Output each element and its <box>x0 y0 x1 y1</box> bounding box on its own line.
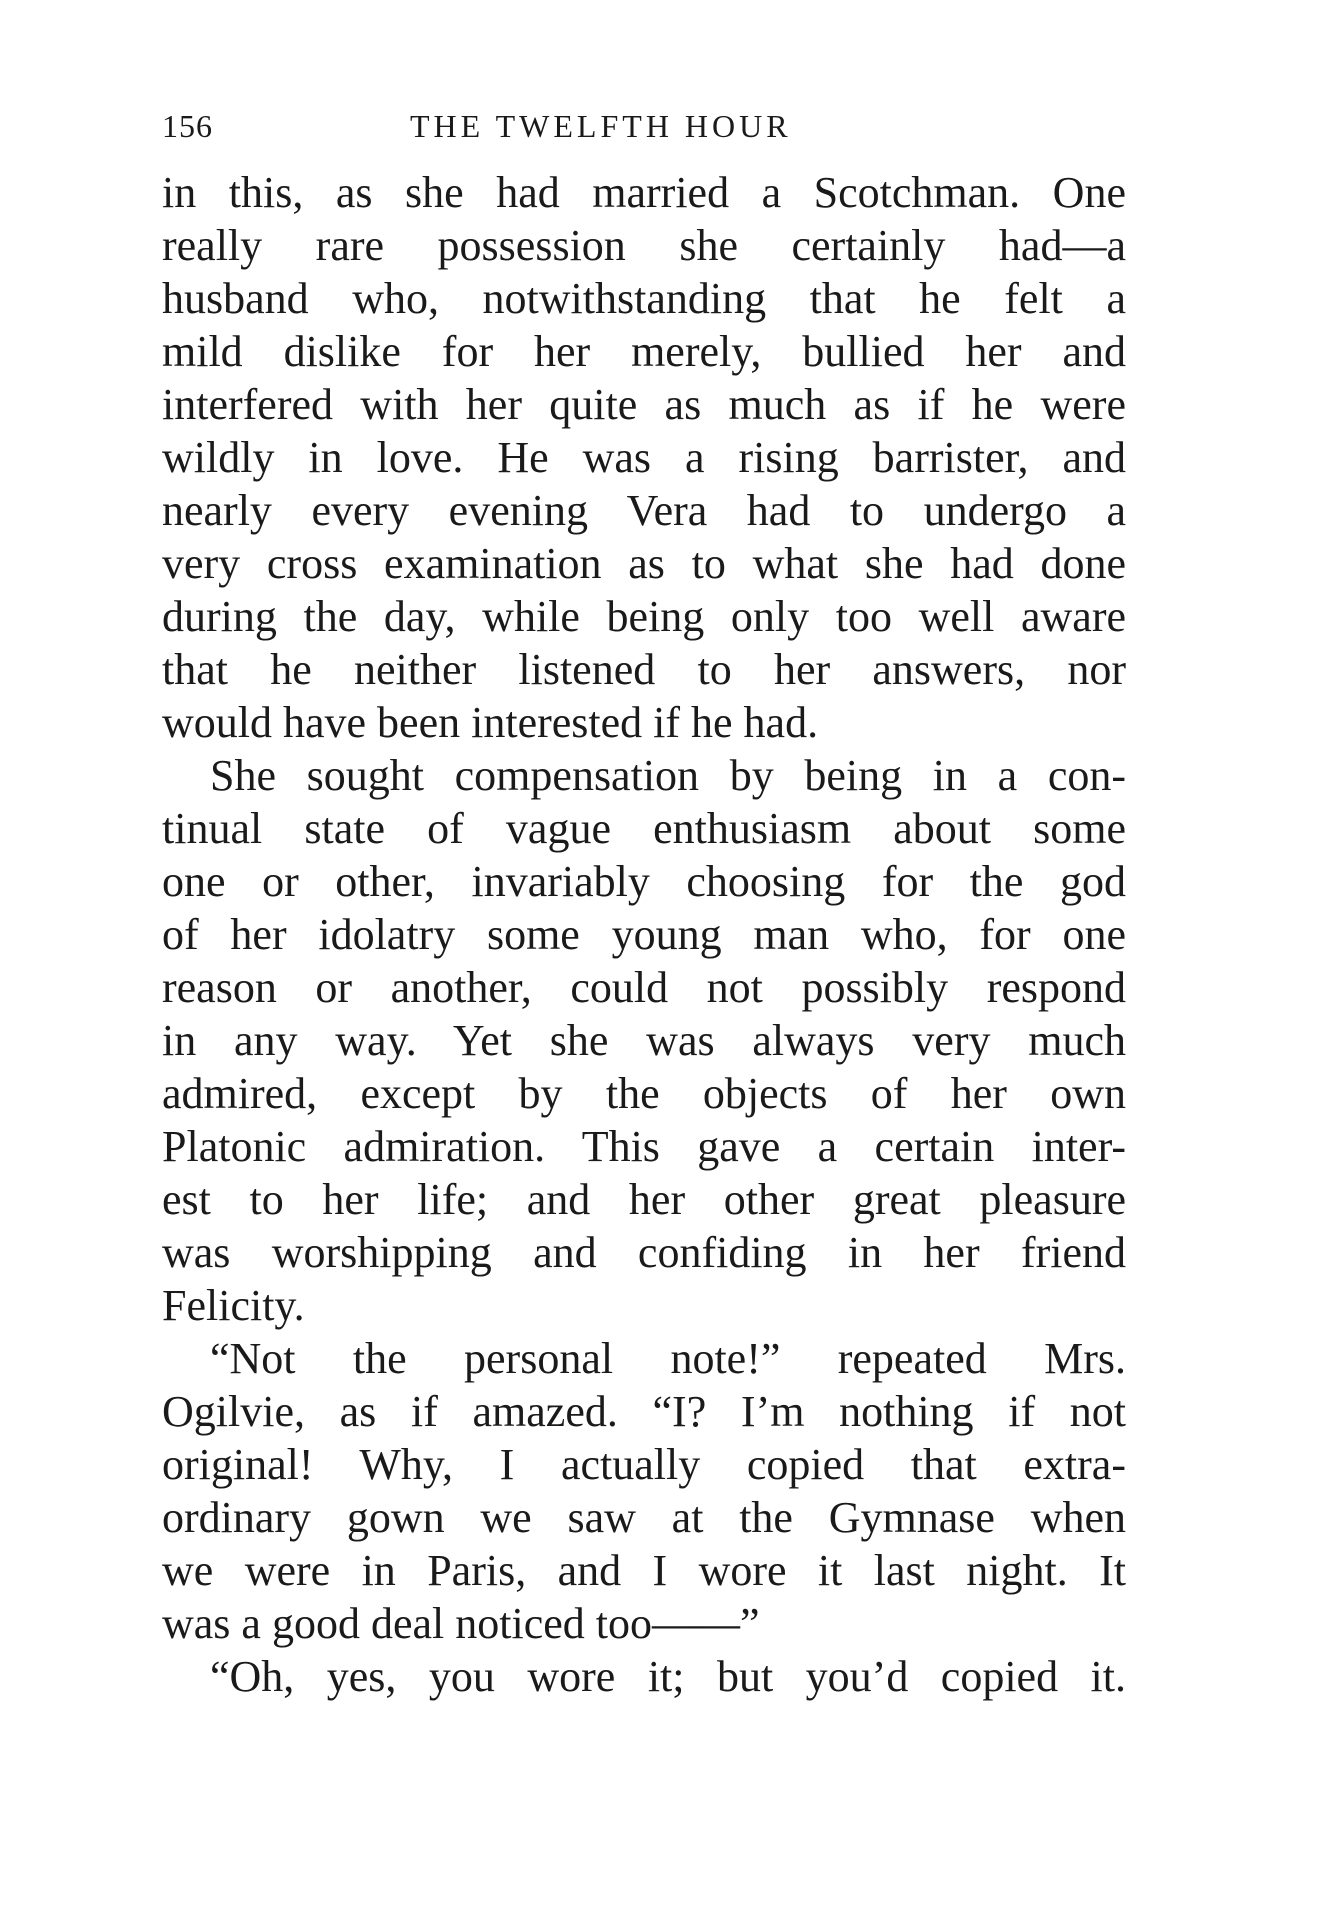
text-line: in this, as she had married a Scotchman. One <box>162 168 1126 217</box>
text-line: reason or another, could not possibly respond <box>162 963 1126 1012</box>
page-number: 156 <box>162 108 213 144</box>
text-line: was worshipping and confiding in her friend <box>162 1228 1126 1277</box>
text-line: Ogilvie, as if amazed. “I? I’m nothing if not <box>162 1387 1126 1436</box>
text-line: really rare possession she certainly had—a <box>162 221 1126 270</box>
text-line: admired, except by the objects of her own <box>162 1069 1126 1118</box>
text-line: Platonic admiration. This gave a certain inter- <box>162 1122 1126 1171</box>
text-line: original! Why, I actually copied that extra- <box>162 1440 1126 1489</box>
text-line: was a good deal noticed too——” <box>162 1599 760 1648</box>
book-title: THE TWELFTH HOUR <box>410 108 792 144</box>
text-line: during the day, while being only too well aware <box>162 592 1126 641</box>
text-line: nearly every evening Vera had to undergo a <box>162 486 1126 535</box>
running-head <box>162 108 1126 152</box>
text-line: interfered with her quite as much as if he were <box>162 380 1126 429</box>
text-line: Felicity. <box>162 1281 305 1330</box>
text-line: we were in Paris, and I wore it last night. It <box>162 1546 1126 1595</box>
body-text <box>162 166 1126 1703</box>
paragraph-first-line: “Not the personal note!” repeated Mrs. <box>210 1334 1126 1383</box>
paragraph-first-line: She sought compensation by being in a con- <box>210 751 1126 800</box>
text-line: that he neither listened to her answers, nor <box>162 645 1126 694</box>
paragraph-first-line: “Oh, yes, you wore it; but you’d copied it. <box>210 1652 1126 1701</box>
text-line: husband who, notwithstanding that he felt a <box>162 274 1126 323</box>
text-line: very cross examination as to what she had done <box>162 539 1126 588</box>
text-line: wildly in love. He was a rising barrister, and <box>162 433 1126 482</box>
text-line: mild dislike for her merely, bullied her and <box>162 327 1126 376</box>
text-line: would have been interested if he had. <box>162 698 819 747</box>
text-line: tinual state of vague enthusiasm about some <box>162 804 1126 853</box>
text-line: in any way. Yet she was always very much <box>162 1016 1126 1065</box>
text-line: one or other, invariably choosing for the god <box>162 857 1126 906</box>
text-line: ordinary gown we saw at the Gymnase when <box>162 1493 1126 1542</box>
text-line: est to her life; and her other great pleasure <box>162 1175 1126 1224</box>
text-line: of her idolatry some young man who, for one <box>162 910 1126 959</box>
